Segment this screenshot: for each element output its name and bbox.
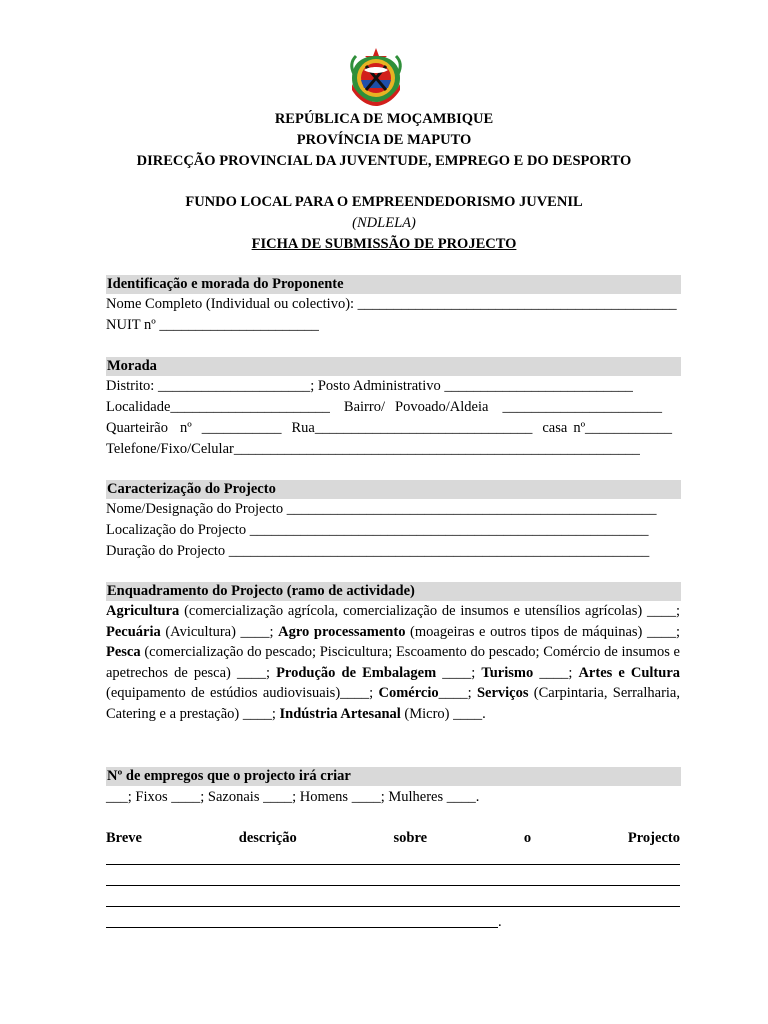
- section-enquadramento: Enquadramento do Projecto (ramo de actividade): [106, 582, 681, 601]
- ramo-agro-processamento: Agro processamento: [278, 623, 406, 640]
- descricao-word-5: Projecto: [627, 830, 680, 846]
- header-province: PROVÍNCIA DE MAPUTO: [296, 132, 472, 148]
- descricao-word-2: descrição: [238, 830, 297, 846]
- localidade-blank: ______________________: [502, 399, 662, 415]
- descricao-end-dot: .: [498, 914, 502, 930]
- ramo-agro-processamento-text: (moageiras e outros tipos de máquinas) ____;: [405, 623, 680, 640]
- ramo-pesca: Pesca: [106, 644, 141, 661]
- field-quarteirao[interactable]: [106, 418, 680, 438]
- quarteirao-blank: ___________: [201, 420, 282, 436]
- coat-of-arms-icon: [344, 44, 408, 108]
- casa-label: casa: [542, 420, 568, 436]
- field-nome-projecto[interactable]: Nome/Designação do Projecto ___________________________________________________: [106, 501, 657, 517]
- section-morada: Morada: [106, 357, 681, 376]
- descricao-word-4: o: [523, 830, 532, 846]
- bairro-label: Bairro/: [343, 399, 385, 415]
- ramo-pecuaria-text: (Avicultura) ____;: [160, 623, 279, 640]
- field-localidade[interactable]: [106, 397, 680, 417]
- field-telefone[interactable]: Telefone/Fixo/Celular________________________________________________________: [106, 441, 640, 457]
- section-identificacao: Identificação e morada do Proponente: [106, 275, 681, 294]
- quarteirao-label: Quarteirão: [106, 420, 168, 436]
- fund-abbreviation: (NDLELA): [352, 215, 416, 231]
- ramo-artes-cultura-text: (equipamento de estúdios audiovisuais)____;: [106, 685, 379, 702]
- casa-no-label: nº____________: [573, 420, 673, 436]
- enquadramento-activities[interactable]: [106, 601, 680, 725]
- descricao-line-4[interactable]: [106, 927, 498, 928]
- header-directorate: DIRECÇÃO PROVINCIAL DA JUVENTUDE, EMPREGO E DO DESPORTO: [136, 153, 632, 169]
- field-distrito[interactable]: Distrito: _____________________; Posto Administrativo __________________________: [106, 378, 633, 394]
- descricao-line-2[interactable]: [106, 885, 680, 886]
- descricao-line-1[interactable]: [106, 864, 680, 865]
- descricao-word-1: Breve: [106, 830, 142, 846]
- localidade-label: Localidade______________________: [106, 399, 330, 415]
- section-empregos: Nº de empregos que o projecto irá criar: [106, 767, 681, 786]
- fund-title: FUNDO LOCAL PARA O EMPREENDEDORISMO JUVENIL: [185, 194, 583, 210]
- ramo-pecuaria: Pecuária: [106, 623, 161, 640]
- field-nuit[interactable]: NUIT nº ______________________: [106, 317, 319, 333]
- ramo-comercio: Comércio: [378, 685, 439, 702]
- quarteirao-no-label: nº: [180, 420, 192, 436]
- ramo-pesca-text: (comercialização do pescado; Piscicultura; Escoamento do pescado; Comércio de insumos e apetrechos de pesca) ____;: [106, 644, 680, 681]
- rua-label: Rua______________________________: [291, 420, 533, 436]
- field-duracao-projecto[interactable]: Duração do Projecto __________________________________________________________: [106, 543, 650, 559]
- header-republic: REPÚBLICA DE MOÇAMBIQUE: [274, 111, 494, 127]
- povoado-label: Povoado/Aldeia: [395, 399, 489, 415]
- descricao-line-3[interactable]: [106, 906, 680, 907]
- ramo-servicos: Serviços: [476, 685, 529, 702]
- descricao-heading: [106, 828, 680, 848]
- ramo-comercio-text: ____;: [438, 685, 477, 702]
- descricao-word-3: sobre: [393, 830, 428, 846]
- ramo-agricultura-text: (comercialização agrícola, comercialização de insumos e utensílios agrícolas) ____;: [179, 603, 680, 619]
- ramo-artes-cultura: Artes e Cultura: [578, 664, 681, 681]
- ramo-servicos-text: (Carpintaria, Serralharia, Catering e a prestação) ____;: [106, 685, 680, 722]
- field-empregos[interactable]: ___; Fixos ____; Sazonais ____; Homens ____; Mulheres ____.: [106, 789, 480, 805]
- ramo-industria-artesanal: Indústria Artesanal: [279, 705, 401, 722]
- form-title: FICHA DE SUBMISSÃO DE PROJECTO: [251, 236, 517, 252]
- ramo-agricultura: Agricultura: [106, 603, 180, 619]
- ramo-embalagem: Produção de Embalagem: [276, 664, 437, 681]
- ramo-turismo-text: ____;: [533, 664, 579, 681]
- section-caracterizacao: Caracterização do Projecto: [106, 480, 681, 499]
- field-localizacao-projecto[interactable]: Localização do Projecto _______________________________________________________: [106, 522, 649, 538]
- ramo-turismo: Turismo: [481, 664, 534, 681]
- field-nome-completo[interactable]: Nome Completo (Individual ou colectivo): ____________________________________________: [106, 296, 677, 312]
- ramo-industria-artesanal-text: (Micro) ____.: [400, 705, 486, 722]
- ramo-embalagem-text: ____;: [436, 664, 482, 681]
